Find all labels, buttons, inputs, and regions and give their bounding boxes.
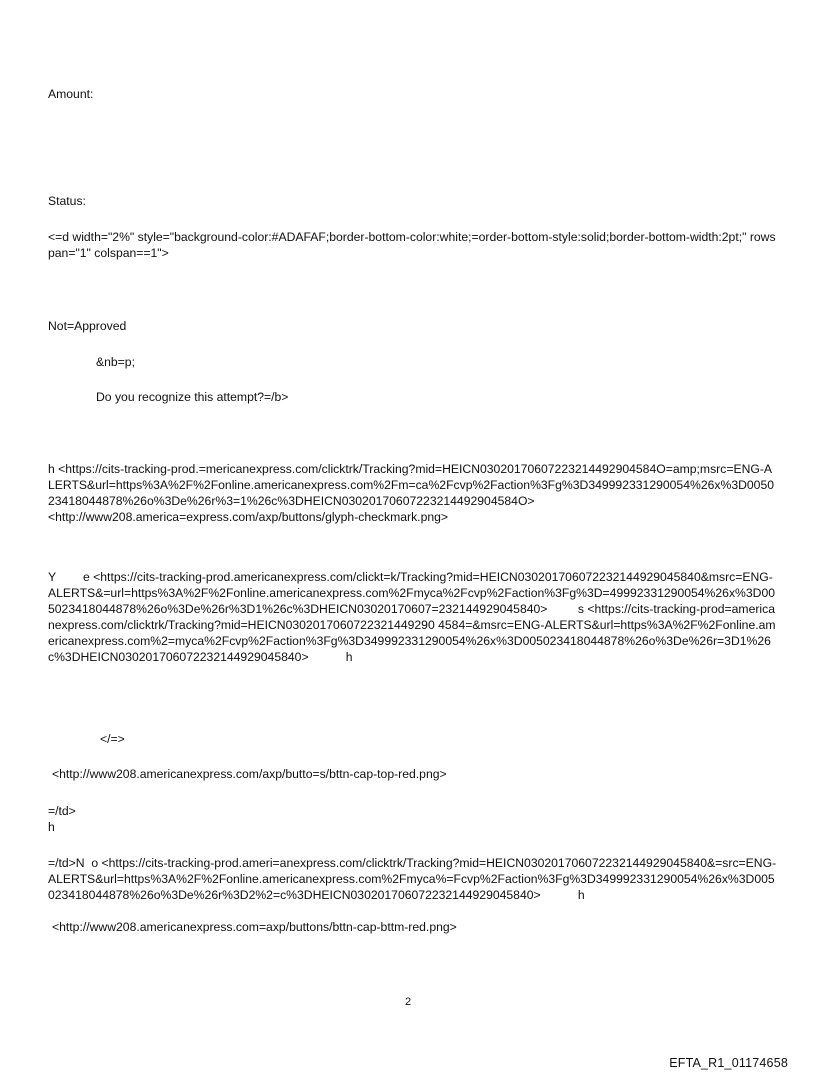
tracking-block-3: =/td>N o <https://cits-tracking-prod.ameri=anexpress.com/clicktrk/Tracking?mid=HEICN030201706072232144929045840&=src=ENG-ALERTS&url=https%3A%2F%2Fonline.americanexpress.com%2Fmyca%=Fcvp%2Faction%3Fg%3D349992331290054%26x%3D005023418044878%26o%3De%26r%3D2%2=c%3DHEICN030201706072232144929045840> h [48,856,777,902]
button-top-url: <http://www208.americanexpress.com/axp/butto=s/bttn-cap-top-red.png> [52,767,447,781]
amount-label: Amount: [48,87,94,101]
h-text-1: h [48,820,55,834]
td-markup-text: <=d width="2%" style="background-color:#ADAFAF;border-bottom-color:white;=order-bottom-style:solid;border-bottom-width:2pt;" rowspan="1" colspan==1"> [48,230,776,260]
td-close-1: =/td> [48,804,76,818]
close-tag-text: </=> [100,732,125,746]
button-bottom-url: <http://www208.americanexpress.com=axp/buttons/bttn-cap-bttm-red.png> [52,920,457,934]
bates-number: EFTA_R1_01174658 [669,1056,788,1070]
recognize-question: Do you recognize this attempt?=/b> [96,390,289,404]
tracking-block-1: h <https://cits-tracking-prod.=mericanexpress.com/clicktrk/Tracking?mid=HEICN03020170607223214492904584O=amp;msrc=ENG-ALERTS&url=https%3A%2F%2Fonline.americanexpress.com%2Fm=ca%2Fcvp%2Faction%3Fg%3D349992331290054%26x%3D005023418044878%26o%3De%26r%3=1%26c%3DHEICN03020170607223214492904584O> <http://www208.america=express.com/axp/buttons/glyph-checkmark.png> [48,462,775,524]
page-number: 2 [404,996,412,1008]
nbsp-text: &nb=p; [96,355,135,369]
tracking-block-2: Y e <https://cits-tracking-prod.americanexpress.com/clickt=k/Tracking?mid=HEICN030201706072232144929045840&msrc=ENG-ALERTS&=url=https%3A%2F%2Fonline.americanexpress.com%2Fmyca%2Fcvp%2Faction%3Fg%3D=49992331290054%26x%3D005023418044878%26o%3De%26r%3D1%26c%3DHEICN03020170607=232144929045840> s <https://cits-tracking-prod=americanexpress.com/clicktrk/Tracking?mid=HEICN0302017060722321449290 4584=&msrc=ENG-ALERTS&url=https%3A%2F%2Fonline.americanexpress.com%2=myca%2Fcvp%2Faction%3Fg%3D349992331290054%26x%3D005023418044878%26o%3De%26r=3D1%26c%3DHEICN030201706072232144929045840> h [48,570,776,664]
status-value: Not=Approved [48,319,127,333]
status-label: Status: [48,194,86,208]
